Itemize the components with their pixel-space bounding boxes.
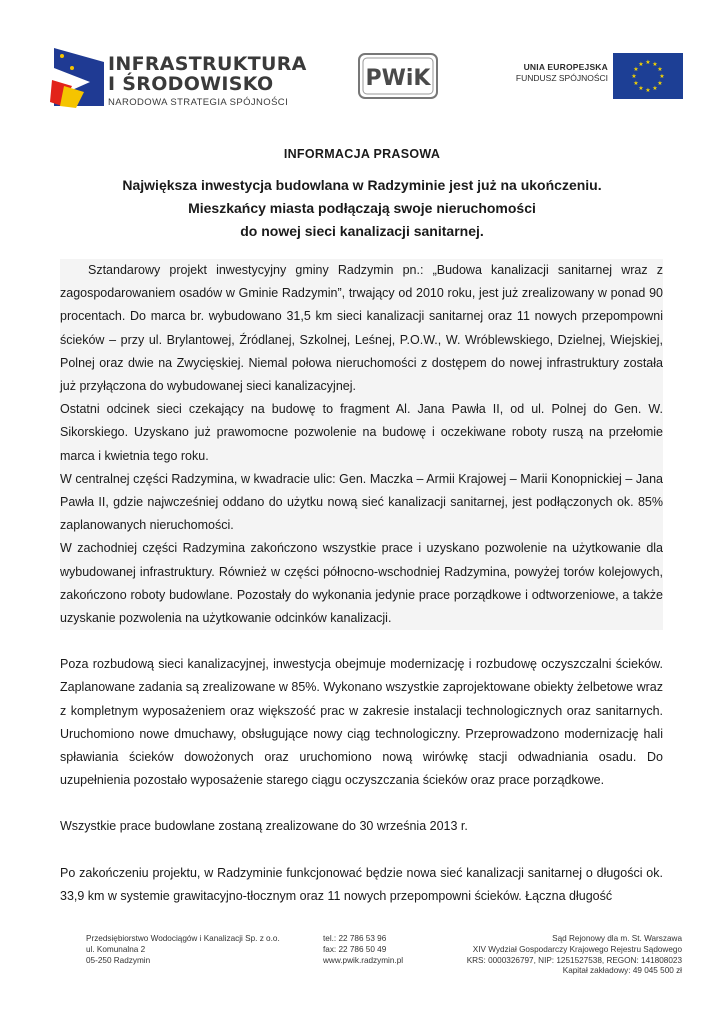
paragraph: W zachodniej części Radzymina zakończono wszystkie prace i uzyskano pozwolenie na użytkowanie dla wybudowanej infrastruktury. Również w części północno-wschodniej Radzymina, powyżej torów kolejowych, zakończono roboty budowlane. Pozostały do wykonania jedynie prace porządkowe i odtworzeniowe, a także uzyskanie pozwolenia na użytkowanie odcinków kanalizacji. <box>60 541 663 626</box>
paragraph: Poza rozbudową sieci kanalizacyjnej, inwestycja obejmuje modernizację i rozbudowę oczyszczalni ścieków. Zaplanowane zadania są zrealizowane w 85%. Wykonano wszystkie zaprojektowane obiekty żelbetowe wraz z kompletnym wyposażeniem oraz większość prac w zakresie instalacji technologicznych oraz sanitarnych. Uruchomiono nowe dmuchawy, obsługujące nowy ciąg technologiczny. Przeprowadzono modernizację hali spławiania ścieków dowożonych oraz uruchomiono nową wirówkę stacji odwadniania osadu. Do uzupełnienia pozostało wyposażenie starego ciągu oczyszczania ścieków oraz prace porządkowe. <box>60 657 663 788</box>
svg-text:★: ★ <box>638 85 644 92</box>
infrastruktura-logo-icon <box>50 42 105 112</box>
press-release-label: INFORMACJA PRASOWA <box>283 147 441 161</box>
eu-text <box>482 62 608 84</box>
svg-text:★: ★ <box>652 61 658 68</box>
paragraph: Ostatni odcinek sieci czekający na budowę to fragment Al. Jana Pawła II, od ul. Polnej do Gen. W. Sikorskiego. Uzyskano już prawomocne pozwolenie na budowę i oczekiwane roboty ruszą na przełomie marca i kwietnia tego roku. <box>60 402 663 463</box>
footer <box>0 934 724 994</box>
footer-line: ul. Komunalna 2 <box>86 944 146 954</box>
footer-line: fax: 22 786 50 49 <box>323 944 387 954</box>
footer-company <box>86 934 280 966</box>
svg-text:★: ★ <box>652 85 658 92</box>
svg-text:★: ★ <box>645 59 651 66</box>
eu-line1: UNIA EUROPEJSKA <box>523 62 608 72</box>
footer-line: 05-250 Radzymin <box>86 955 151 965</box>
paragraph: Sztandarowy projekt inwestycyjny gminy Radzymin pn.: „Budowa kanalizacji sanitarnej wraz z zagospodarowaniem osadów w Gminie Radzymin”, trwający od 2010 roku, jest już zrealizowany w ponad 90 procentach. Do marca br. wybudowano 31,5 km sieci kanalizacji sanitarnej oraz 11 nowych przepompowni ścieków – przy ul. Brylantowej, Źródlanej, Szkolnej, Leśnej, P.O.W., W. Wróblewskiego, Dzielnej, Wiejskiej, Polnej oraz dwie na Zwycięskiej. Niemal połowa nieruchomości z dostępem do nowej infrastruktury została już przyłączona do wybudowanej sieci kanalizacyjnej. <box>60 263 663 394</box>
is-logo-line2: I ŚRODOWISKO <box>108 73 274 95</box>
svg-text:★: ★ <box>657 80 663 87</box>
svg-text:★: ★ <box>631 73 637 80</box>
footer-line: KRS: 0000326797, NIP: 1251527538, REGON: 141808023 <box>466 955 682 965</box>
eu-flag-icon <box>613 53 683 99</box>
infrastruktura-logo-text <box>108 54 307 108</box>
headline-line: do nowej sieci kanalizacji sanitarnej. <box>240 223 484 239</box>
is-logo-line3: NARODOWA STRATEGIA SPÓJNOŚCI <box>108 97 289 108</box>
svg-text:★: ★ <box>638 61 644 68</box>
svg-text:★: ★ <box>645 87 651 94</box>
footer-line: Sąd Rejonowy dla m. St. Warszawa <box>552 934 682 943</box>
headline-line: Mieszkańcy miasta podłączają swoje nieruchomości <box>188 200 536 216</box>
svg-text:★: ★ <box>633 66 639 73</box>
paragraph: Wszystkie prace budowlane zostaną zrealizowane do 30 września 2013 r. <box>60 819 468 834</box>
article-body <box>60 259 663 908</box>
is-logo-line1: INFRASTRUKTURA <box>108 53 307 75</box>
svg-text:★: ★ <box>659 73 665 80</box>
footer-line: tel.: 22 786 53 96 <box>323 934 387 943</box>
header <box>0 0 724 120</box>
footer-line: XIV Wydział Gospodarczy Krajowego Rejestru Sądowego <box>472 944 682 954</box>
pwik-logo-text: PWiK <box>365 66 431 91</box>
footer-line: Kapitał zakładowy: 49 045 500 zł <box>562 966 682 976</box>
svg-text:★: ★ <box>633 80 639 87</box>
shaded-section <box>60 259 663 630</box>
paragraph: W centralnej części Radzymina, w kwadracie ulic: Gen. Maczka – Armii Krajowej – Marii Konopnickiej – Jana Pawła II, gdzie najwcześniej oddano do użytku nową sieć kanalizacji sanitarnej, jest podłączonych ok. 85% zaplanowanych nieruchomości. <box>60 471 663 533</box>
pwik-logo <box>357 52 439 100</box>
footer-line: Przedsiębiorstwo Wodociągów i Kanalizacji Sp. z o.o. <box>86 934 280 943</box>
eu-line2: FUNDUSZ SPÓJNOŚCI <box>515 73 608 83</box>
footer-website-link[interactable]: www.pwik.radzymin.pl <box>323 955 404 965</box>
paragraph: Po zakończeniu projektu, w Radzyminie funkcjonować będzie nowa sieć kanalizacji sanitarnej o długości ok. 33,9 km w systemie grawitacyjno-tłocznym oraz 11 nowych przepompowni ścieków. Łączna długość <box>60 865 663 903</box>
headline <box>60 174 664 243</box>
svg-text:★: ★ <box>657 66 663 73</box>
headline-line: Największa inwestycja budowlana w Radzyminie jest już na ukończeniu. <box>122 177 602 193</box>
footer-registry <box>467 934 682 977</box>
footer-contact <box>323 934 403 966</box>
